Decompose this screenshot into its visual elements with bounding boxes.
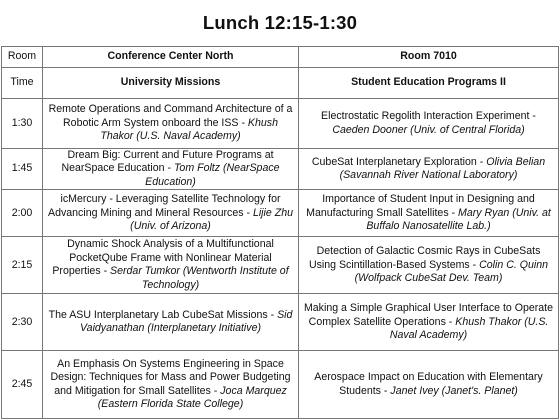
talk-author: Joca Marquez (Eastern Florida State College): [97, 384, 287, 411]
talk-cell-b: [299, 237, 559, 294]
talk-title: Dynamic Shock Analysis of a Multifunctional PocketQube Frame with Nonlinear Material Properties -: [52, 238, 274, 278]
talk-author: Caeden Dooner (Univ. of Central Florida): [332, 123, 525, 136]
talk-cell-b: [299, 149, 559, 190]
table-row: [2, 99, 559, 149]
track-header-row: [2, 68, 559, 99]
talk-cell-a: [43, 190, 299, 237]
talk-author: Serdar Tumkor (Wentworth Institute of Technology): [110, 265, 289, 291]
table-row: [2, 149, 559, 190]
table-row: [2, 190, 559, 237]
schedule-table: [1, 46, 559, 419]
track-a-name: University Missions: [43, 68, 299, 99]
talk-title: Detection of Galactic Cosmic Rays in CubeSats Using Scintillation-Based Systems -: [308, 245, 541, 271]
talk-title: The ASU Interplanetary Lab CubeSat Missions -: [48, 308, 278, 321]
talk-title: Electrostatic Regolith Interaction Experiment -: [321, 110, 536, 123]
talk-cell-a: [43, 149, 299, 190]
row-time: 1:45: [2, 149, 43, 190]
table-row: [2, 237, 559, 294]
talk-title: CubeSat Interplanetary Exploration -: [311, 155, 487, 168]
talk-cell-b: [299, 99, 559, 149]
talk-cell-a: [43, 99, 299, 149]
talk-author: Khush Thakor (U.S. Naval Academy): [389, 315, 549, 341]
talk-author: Janet Ivey (Janet's. Planet): [390, 384, 518, 397]
session-title: Lunch 12:15-1:30: [202, 12, 358, 33]
room-b-name: Room 7010: [299, 47, 559, 68]
room-label: Room: [2, 47, 43, 68]
row-time: 1:30: [2, 99, 43, 149]
table-row: [2, 351, 559, 419]
talk-title: Aerospace Impact on Education with Elementary Students -: [314, 371, 543, 397]
talk-title: Importance of Student Input in Designing and Manufacturing Small Satellites -: [306, 193, 535, 219]
talk-title: Dream Big: Current and Future Programs at NearSpace Education -: [61, 149, 274, 175]
talk-cell-a: [43, 351, 299, 419]
row-time: 2:30: [2, 294, 43, 351]
row-time: 2:00: [2, 190, 43, 237]
room-header-row: [2, 47, 559, 68]
talk-title: An Emphasis On Systems Engineering in Space Design: Techniques for Mass and Power Budgeting and Mitigation for Small Satellites -: [50, 357, 291, 397]
talk-author: Sid Vaidyanathan (Interplanetary Initiative): [80, 308, 293, 335]
talk-title: Making a Simple Graphical User Interface to Operate Complex Satellite Operations -: [303, 302, 554, 328]
talk-author: Lijie Zhu (Univ. of Arizona): [130, 206, 293, 232]
talk-cell-b: [299, 294, 559, 351]
talk-cell-b: [299, 351, 559, 419]
talk-author: Mary Ryan (Univ. at Buffalo Nanosatellite Lab.): [366, 206, 551, 232]
talk-title: icMercury - Leveraging Satellite Technology for Advancing Mining and Mineral Resources -: [48, 193, 281, 219]
talk-author: Colin C. Quinn (Wolfpack CubeSat Dev. Team): [354, 258, 549, 284]
talk-author: Khush Thakor (U.S. Naval Academy): [100, 116, 278, 143]
talk-cell-a: [43, 237, 299, 294]
row-time: 2:45: [2, 351, 43, 419]
talk-cell-b: [299, 190, 559, 237]
talk-title: Remote Operations and Command Architecture of a Robotic Arm System onboard the ISS -: [48, 103, 293, 129]
room-a-name: Conference Center North: [43, 47, 299, 68]
time-label: Time: [2, 68, 43, 99]
talk-author: Tom Foltz (NearSpace Education): [145, 162, 280, 188]
talk-author: Olivia Belian (Savannah River National Laboratory): [339, 155, 546, 182]
table-row: [2, 294, 559, 351]
talk-cell-a: [43, 294, 299, 351]
row-time: 2:15: [2, 237, 43, 294]
track-b-name: Student Education Programs II: [299, 68, 559, 99]
